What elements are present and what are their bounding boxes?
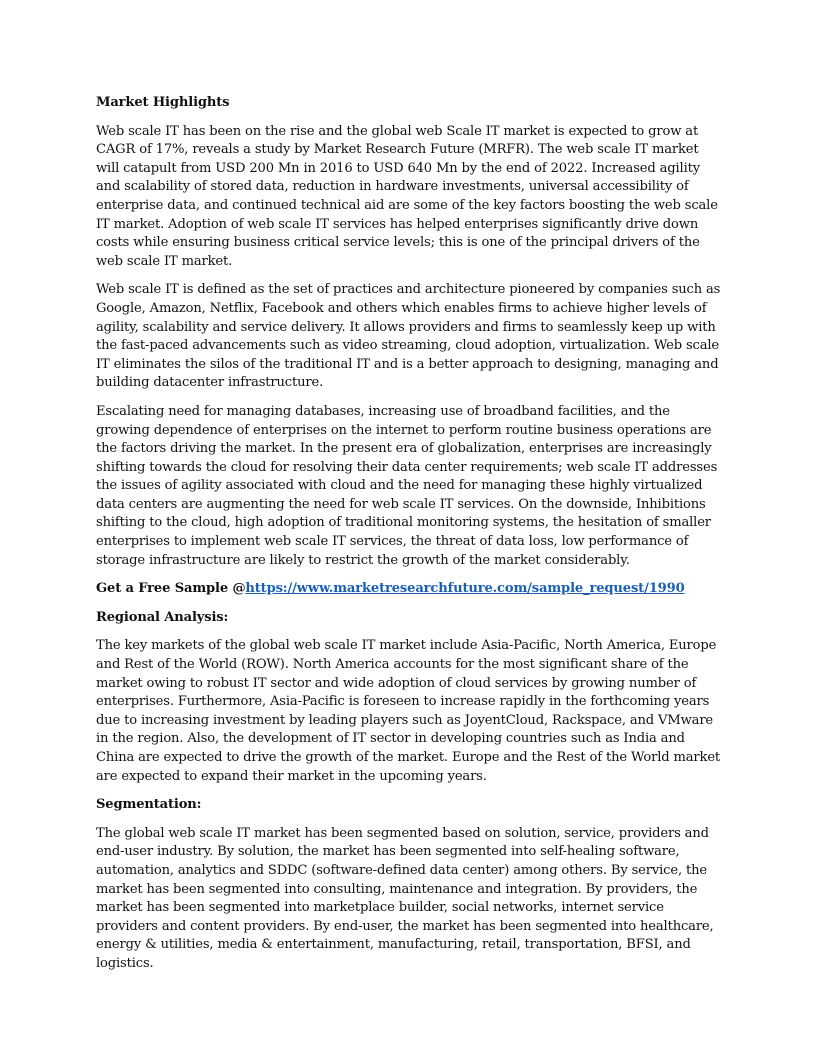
document-page <box>96 94 722 984</box>
sample-request-link[interactable]: https://www.marketresearchfuture.com/sample_request/1990 <box>245 581 685 597</box>
regional-analysis-paragraph: The key markets of the global web scale IT market include Asia-Pacific, North America, Europe and Rest of the World (ROW). North America accounts for the most significant share of the market owing to robust IT sector and wide adoption of cloud services by growing number of enterprises. Furthermore, Asia-Pacific is foreseen to increase rapidly in the forthcoming years due to increasing investment by leading players such as JoyentCloud, Rackspace, and VMware in the region. Also, the development of IT sector in developing countries such as India and China are expected to drive the growth of the market. Europe and the Rest of the World market are expected to expand their market in the upcoming years. <box>96 638 721 784</box>
market-highlights-heading: Market Highlights <box>96 95 230 110</box>
free-sample-line <box>96 580 722 599</box>
segmentation-paragraph: The global web scale IT market has been segmented based on solution, service, providers and end-user industry. By solution, the market has been segmented into self-healing software, automation, analytics and SDDC (software-defined data center) among others. By service, the market has been segmented into consulting, maintenance and integration. By providers, the market has been segmented into marketplace builder, social networks, internet service providers and content providers. By end-user, the market has been segmented into healthcare, energy & utilities, media & entertainment, manufacturing, retail, transportation, BFSI, and logistics. <box>96 825 714 971</box>
free-sample-label: Get a Free Sample @ <box>96 581 246 597</box>
regional-analysis-heading: Regional Analysis: <box>96 609 229 625</box>
highlights-paragraph-2: Web scale IT is defined as the set of practices and architecture pioneered by companies such as Google, Amazon, Netflix, Facebook and others which enables firms to achieve higher levels of agility, scalability and service delivery. It allows providers and firms to seamlessly keep up with the fast-paced advancements such as video streaming, cloud adoption, virtualization. Web scale IT eliminates the silos of the traditional IT and is a better approach to designing, managing and building datacenter infrastructure. <box>96 282 721 391</box>
segmentation-heading: Segmentation: <box>96 797 202 813</box>
highlights-paragraph-1: Web scale IT has been on the rise and the global web Scale IT market is expected to grow at CAGR of 17%, reveals a study by Market Research Future (MRFR). The web scale IT market will catapult from USD 200 Mn in 2016 to USD 640 Mn by the end of 2022. Increased agility and scalability of stored data, reduction in hardware investments, universal accessibility of enterprise data, and continued technical aid are some of the key factors boosting the web scale IT market. Adoption of web scale IT services has helped enterprises significantly drive down costs while ensuring business critical service levels; this is one of the principal drivers of the web scale IT market. <box>96 123 718 269</box>
highlights-paragraph-3: Escalating need for managing databases, increasing use of broadband facilities, and the growing dependence of enterprises on the internet to perform routine business operations are the factors driving the market. In the present era of globalization, enterprises are increasingly shifting towards the cloud for resolving their data center requirements; web scale IT addresses the issues of agility associated with cloud and the need for managing these highly virtualized data centers are augmenting the need for web scale IT services. On the downside, Inhibitions shifting to the cloud, high adoption of traditional monitoring systems, the hesitation of smaller enterprises to implement web scale IT services, the threat of data loss, low performance of storage infrastructure are likely to restrict the growth of the market considerably. <box>96 403 718 568</box>
